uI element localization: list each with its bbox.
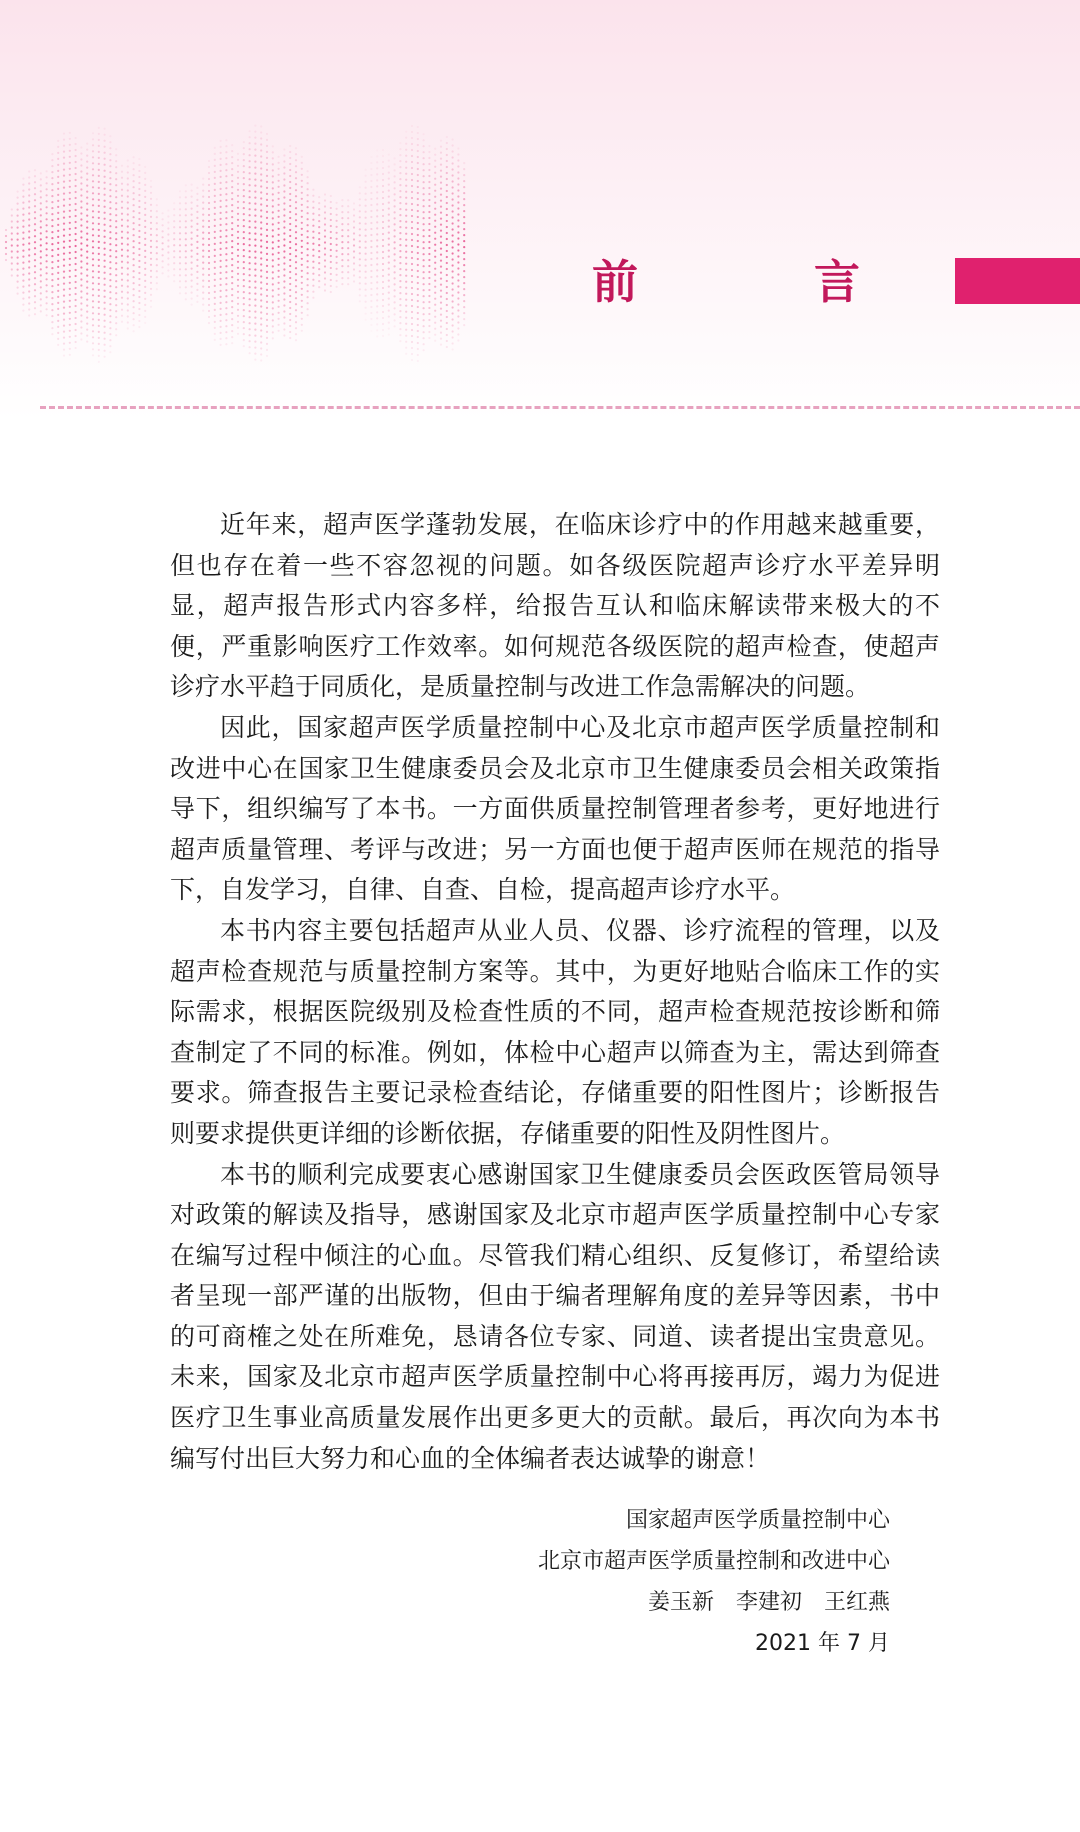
preface-body xyxy=(170,505,940,1479)
signature-authors: 姜玉新 李建初 王红燕 xyxy=(647,1590,890,1615)
signature-org-beijing: 北京市超声医学质量控制和改进中心 xyxy=(537,1549,890,1574)
sound-wave-dots-decoration xyxy=(0,110,480,380)
page-title: 前 言 xyxy=(591,255,940,309)
signature-org-national: 国家超声医学质量控制中心 xyxy=(625,1508,890,1533)
paragraph-4: 本书的顺利完成要衷心感谢国家卫生健康委员会医政医管局领导对政策的解读及指导，感谢国家及北京市超声医学质量控制中心专家在编写过程中倾注的心血。尽管我们精心组织、反复修订，希望给读者呈现一部严谨的出版物，但由于编者理解角度的差异等因素，书中的可商榷之处在所难免，恳请各位专家、同道、读者提出宝贵意见。未来，国家及北京市超声医学质量控制中心将再接再厉，竭力为促进医疗卫生事业高质量发展作出更多更大的贡献。最后，再次向为本书编写付出巨大努力和心血的全体编者表达诚挚的谢意！ xyxy=(170,1159,940,1473)
signature-date: 2021 年 7 月 xyxy=(755,1631,890,1656)
paragraph-1: 近年来，超声医学蓬勃发展，在临床诊疗中的作用越来越重要，但也存在着一些不容忽视的问题。如各级医院超声诊疗水平差异明显，超声报告形式内容多样，给报告互认和临床解读带来极大的不便，严重影响医疗工作效率。如何规范各级医院的超声检查，使超声诊疗水平趋于同质化，是质量控制与改进工作急需解决的问题。 xyxy=(170,510,940,702)
signature-block xyxy=(538,1500,890,1664)
title-accent-bar xyxy=(955,258,1080,304)
header-divider xyxy=(40,406,1080,409)
paragraph-2: 因此，国家超声医学质量控制中心及北京市超声医学质量控制和改进中心在国家卫生健康委员会及北京市卫生健康委员会相关政策指导下，组织编写了本书。一方面供质量控制管理者参考，更好地进行超声质量管理、考评与改进；另一方面也便于超声医师在规范的指导下，自发学习，自律、自查、自检，提高超声诊疗水平。 xyxy=(170,712,940,905)
paragraph-3: 本书内容主要包括超声从业人员、仪器、诊疗流程的管理，以及超声检查规范与质量控制方案等。其中，为更好地贴合临床工作的实际需求，根据医院级别及检查性质的不同，超声检查规范按诊断和筛查制定了不同的标准。例如，体检中心超声以筛查为主，需达到筛查要求。筛查报告主要记录检查结论，存储重要的阳性图片；诊断报告则要求提供更详细的诊断依据，存储重要的阳性及阴性图片。 xyxy=(170,915,940,1148)
